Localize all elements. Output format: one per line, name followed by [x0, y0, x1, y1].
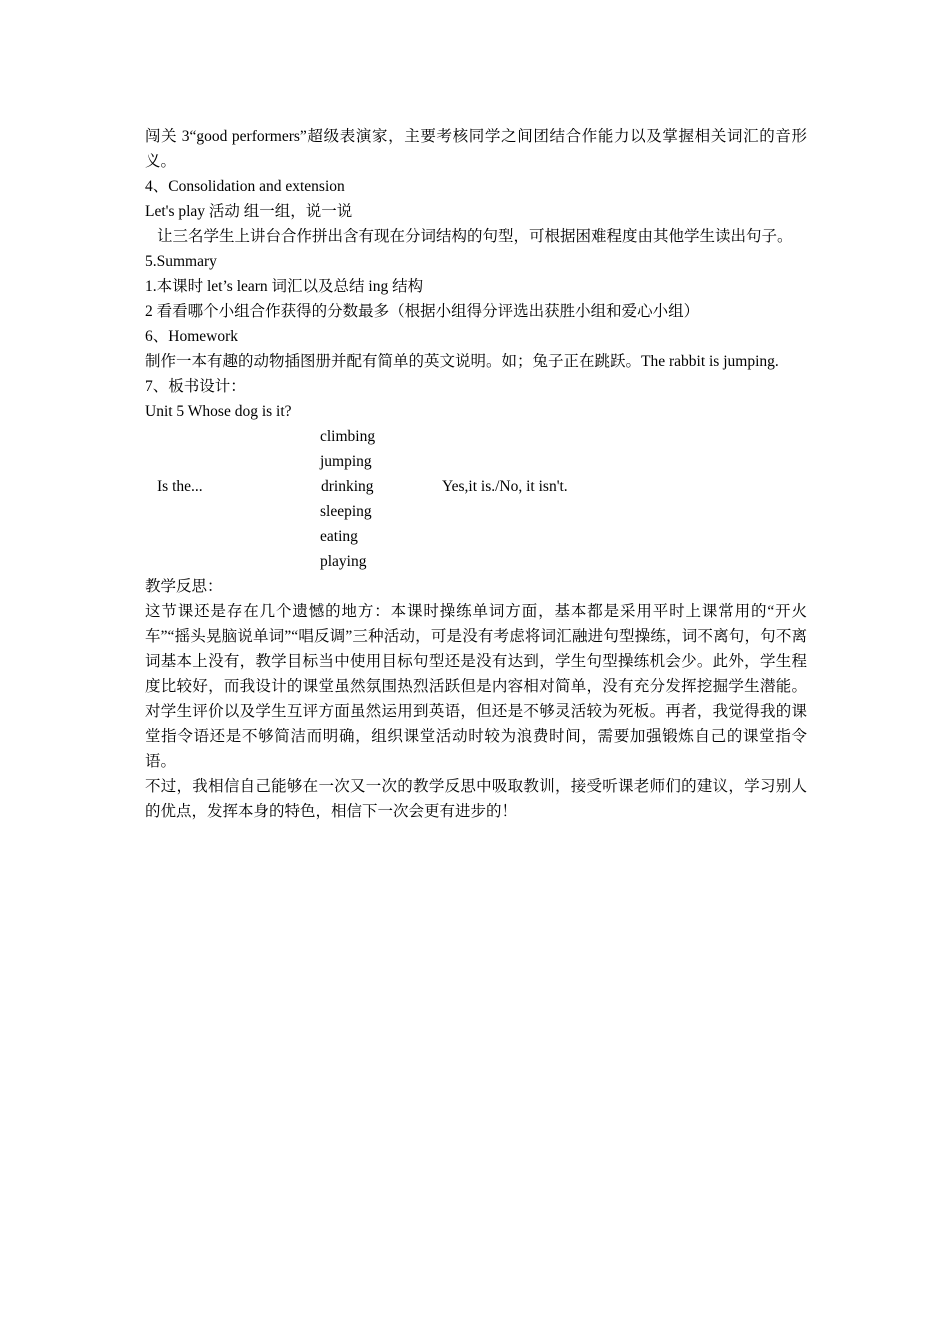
reflection-paragraph-1: 这节课还是存在几个遗憾的地方：本课时操练单词方面，基本都是采用平时上课常用的“开火车”“摇头晃脑说单词”“唱反调”三种活动，可是没有考虑将词汇融进句型操练，词不离句，句不离词基本上没有，教学目标当中使用目标句型还是没有达到，学生句型操练机会少。此外，学生程度比较好，而我设计的课堂虽然氛围热烈活跃但是内容相对简单，没有充分发挥挖掘学生潜能。对学生评价以及学生互评方面虽然运用到英语，但还是不够灵活较为死板。再者，我觉得我的课堂指令语还是不够简洁而明确，组织课堂活动时较为浪费时间，需要加强锻炼自己的课堂指令语。	[145, 603, 807, 770]
summary-item-2: 2 看看哪个小组合作获得的分数最多（根据小组得分评选出获胜小组和爱心小组）	[145, 303, 700, 320]
reflection-heading: 教学反思：	[145, 578, 223, 595]
lets-play-description: 让三名学生上讲台合作拼出含有现在分词结构的句型，可根据困难程度由其他学生读出句子。	[157, 228, 793, 245]
level3-paragraph: 闯关 3“good performers”超级表演家，主要考核同学之间团结合作能力以及掌握相关词汇的音形义。	[145, 128, 807, 170]
board-verb: eating	[320, 528, 358, 545]
board-verb: climbing	[320, 428, 376, 445]
lets-play-line: Let's play 活动 组一组，说一说	[145, 203, 353, 220]
blackboard-design	[145, 424, 807, 574]
homework-paragraph: 制作一本有趣的动物插图册并配有简单的英文说明。如；兔子正在跳跃。The rabbit is jumping.	[145, 353, 779, 370]
summary-item-1: 1.本课时 let’s learn 词汇以及总结 ing 结构	[145, 278, 424, 295]
document-page	[145, 124, 807, 824]
board-verb: playing	[320, 553, 367, 570]
reflection-paragraph-2: 不过，我相信自己能够在一次又一次的教学反思中吸取教训，接受听课老师们的建议，学习别人的优点，发挥本身的特色，相信下一次会更有进步的！	[145, 778, 807, 820]
board-verb-list	[320, 424, 375, 574]
board-verb: jumping	[320, 453, 372, 470]
board-answer: Yes,it is./No, it isn't.	[442, 478, 568, 495]
section-7-heading: 7、板书设计：	[145, 378, 246, 395]
section-6-heading: 6、Homework	[145, 328, 238, 345]
board-title: Unit 5 Whose dog is it?	[145, 403, 292, 420]
section-4-heading: 4、Consolidation and extension	[145, 178, 345, 195]
board-verb: drinking	[321, 478, 374, 495]
section-5-heading: 5.Summary	[145, 253, 217, 270]
board-verb: sleeping	[320, 503, 372, 520]
board-question: Is the...	[157, 478, 203, 495]
